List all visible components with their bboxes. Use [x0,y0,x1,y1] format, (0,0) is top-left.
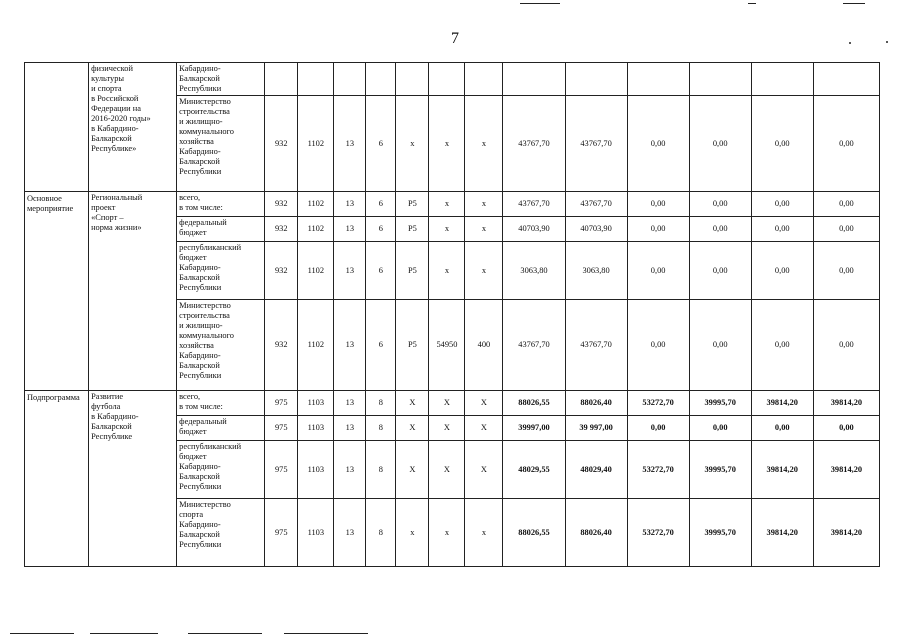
page-number: 7 [451,30,459,47]
executor-cell: федеральный бюджет [177,416,265,441]
amount-cell: 0,00 [813,96,879,192]
budget-code-cell: Р5 [396,300,429,391]
budget-code-cell: 975 [265,416,298,441]
amount-cell: 3063,80 [565,242,627,300]
amount-cell: 0,00 [627,96,689,192]
budget-code-cell: 400 [465,300,503,391]
budget-code-cell: Х [429,391,465,416]
amount-cell: 48029,40 [565,441,627,499]
budget-code-cell: 6 [366,300,396,391]
budget-code-cell [298,63,334,96]
budget-code-cell: х [429,96,465,192]
budget-code-cell: х [465,96,503,192]
executor-cell: федеральный бюджет [177,217,265,242]
budget-code-cell: Х [396,416,429,441]
budget-code-cell: 1102 [298,96,334,192]
budget-code-cell: 1103 [298,416,334,441]
budget-code-cell: 13 [334,441,366,499]
table-row [25,192,880,217]
amount-cell [565,63,627,96]
budget-code-cell: 8 [366,391,396,416]
executor-cell: Министерство спорта Кабардино- Балкарской Республики [177,499,265,567]
budget-code-cell [465,63,503,96]
amount-cell: 39 997,00 [565,416,627,441]
executor-cell: республиканский бюджет Кабардино- Балкарской Республики [177,441,265,499]
amount-cell: 0,00 [813,242,879,300]
budget-code-cell: 13 [334,416,366,441]
program-title-cell: Развитие футбола в Кабардино- Балкарской Республике [89,391,177,567]
bottom-edge-marks [0,632,905,636]
amount-cell: 0,00 [689,242,751,300]
budget-code-cell: Р5 [396,242,429,300]
budget-code-cell: 13 [334,217,366,242]
budget-code-cell: Х [396,441,429,499]
amount-cell: 39997,00 [503,416,565,441]
amount-cell: 0,00 [813,192,879,217]
budget-code-cell: 54950 [429,300,465,391]
amount-cell [813,63,879,96]
amount-cell: 88026,55 [503,499,565,567]
budget-code-cell: 1103 [298,441,334,499]
budget-code-cell: х [429,242,465,300]
top-edge-marks [0,0,905,10]
scan-speck [849,42,851,44]
budget-code-cell: х [465,242,503,300]
amount-cell: 43767,70 [503,96,565,192]
budget-code-cell: 13 [334,242,366,300]
budget-code-cell: 975 [265,391,298,416]
table-row [25,63,880,96]
amount-cell: 88026,55 [503,391,565,416]
budget-code-cell: Х [465,416,503,441]
amount-cell: 43767,70 [503,192,565,217]
amount-cell: 0,00 [627,416,689,441]
amount-cell: 0,00 [751,416,813,441]
executor-cell: всего, в том числе: [177,391,265,416]
budget-code-cell: Х [465,441,503,499]
amount-cell: 0,00 [689,416,751,441]
budget-code-cell: 6 [366,192,396,217]
budget-code-cell: 975 [265,441,298,499]
amount-cell: 0,00 [751,192,813,217]
budget-code-cell: 932 [265,300,298,391]
budget-code-cell: 6 [366,217,396,242]
amount-cell: 0,00 [751,96,813,192]
amount-cell: 43767,70 [565,192,627,217]
executor-cell: республиканский бюджет Кабардино- Балкарской Республики [177,242,265,300]
amount-cell: 39995,70 [689,441,751,499]
budget-code-cell [334,63,366,96]
budget-code-cell: Х [465,391,503,416]
amount-cell: 39814,20 [751,441,813,499]
amount-cell: 0,00 [689,192,751,217]
amount-cell: 0,00 [751,217,813,242]
program-type-cell [25,63,89,192]
program-title-cell: Региональный проект «Спорт – норма жизни» [89,192,177,391]
budget-code-cell: 932 [265,96,298,192]
amount-cell: 88026,40 [565,391,627,416]
amount-cell [751,63,813,96]
amount-cell: 0,00 [689,96,751,192]
program-type-cell: Основное мероприятие [25,192,89,391]
amount-cell: 3063,80 [503,242,565,300]
amount-cell: 0,00 [627,242,689,300]
amount-cell: 39814,20 [813,391,879,416]
budget-code-cell: х [429,192,465,217]
budget-code-cell: х [429,217,465,242]
amount-cell: 39814,20 [751,391,813,416]
amount-cell: 0,00 [813,416,879,441]
amount-cell: 0,00 [689,300,751,391]
amount-cell [627,63,689,96]
budget-code-cell: х [465,192,503,217]
budget-code-cell: 1103 [298,499,334,567]
budget-code-cell: 13 [334,499,366,567]
amount-cell: 88026,40 [565,499,627,567]
amount-cell: 43767,70 [565,96,627,192]
table-row [25,391,880,416]
budget-code-cell: х [465,217,503,242]
budget-code-cell: 13 [334,391,366,416]
budget-code-cell: 8 [366,499,396,567]
amount-cell: 39814,20 [813,441,879,499]
executor-cell: всего, в том числе: [177,192,265,217]
budget-code-cell: х [396,499,429,567]
budget-code-cell: Р5 [396,217,429,242]
amount-cell: 53272,70 [627,499,689,567]
budget-code-cell [429,63,465,96]
amount-cell: 39814,20 [751,499,813,567]
budget-code-cell: 13 [334,300,366,391]
program-type-cell: Подпрограмма [25,391,89,567]
budget-code-cell: 13 [334,192,366,217]
amount-cell: 53272,70 [627,391,689,416]
amount-cell: 0,00 [627,300,689,391]
budget-code-cell [396,63,429,96]
amount-cell: 40703,90 [565,217,627,242]
amount-cell: 0,00 [751,300,813,391]
amount-cell: 53272,70 [627,441,689,499]
budget-code-cell: х [429,499,465,567]
budget-code-cell: 932 [265,192,298,217]
amount-cell: 0,00 [813,217,879,242]
amount-cell: 39814,20 [813,499,879,567]
budget-code-cell: Х [429,441,465,499]
executor-cell: Кабардино- Балкарской Республики [177,63,265,96]
amount-cell [503,63,565,96]
budget-code-cell: 932 [265,217,298,242]
amount-cell: 0,00 [751,242,813,300]
budget-code-cell: х [465,499,503,567]
amount-cell: 0,00 [813,300,879,391]
table-body [25,63,880,567]
executor-cell: Министерство строительства и жилищно- коммунального хозяйства Кабардино- Балкарской Республики [177,300,265,391]
budget-code-cell: 13 [334,96,366,192]
budget-code-cell: 1102 [298,242,334,300]
budget-code-cell: 932 [265,242,298,300]
budget-code-cell: 1102 [298,300,334,391]
budget-code-cell: Х [429,416,465,441]
amount-cell: 0,00 [627,217,689,242]
amount-cell: 39995,70 [689,499,751,567]
budget-code-cell: Р5 [396,192,429,217]
amount-cell: 48029,55 [503,441,565,499]
budget-code-cell [265,63,298,96]
budget-code-cell: 6 [366,242,396,300]
budget-code-cell: Х [396,391,429,416]
budget-code-cell: 8 [366,441,396,499]
budget-code-cell: 975 [265,499,298,567]
scan-speck [886,41,888,43]
budget-code-cell: 1103 [298,391,334,416]
budget-code-cell: 1102 [298,217,334,242]
amount-cell: 0,00 [689,217,751,242]
funding-table [24,62,880,567]
budget-code-cell: 1102 [298,192,334,217]
executor-cell: Министерство строительства и жилищно- коммунального хозяйства Кабардино- Балкарской Республики [177,96,265,192]
budget-code-cell: х [396,96,429,192]
amount-cell: 43767,70 [503,300,565,391]
budget-code-cell: 6 [366,96,396,192]
amount-cell [689,63,751,96]
amount-cell: 40703,90 [503,217,565,242]
budget-code-cell: 8 [366,416,396,441]
amount-cell: 43767,70 [565,300,627,391]
budget-code-cell [366,63,396,96]
amount-cell: 0,00 [627,192,689,217]
program-title-cell: физической культуры и спорта в Российской Федерации на 2016-2020 годы» в Кабардино- Балкарской Республике» [89,63,177,192]
amount-cell: 39995,70 [689,391,751,416]
